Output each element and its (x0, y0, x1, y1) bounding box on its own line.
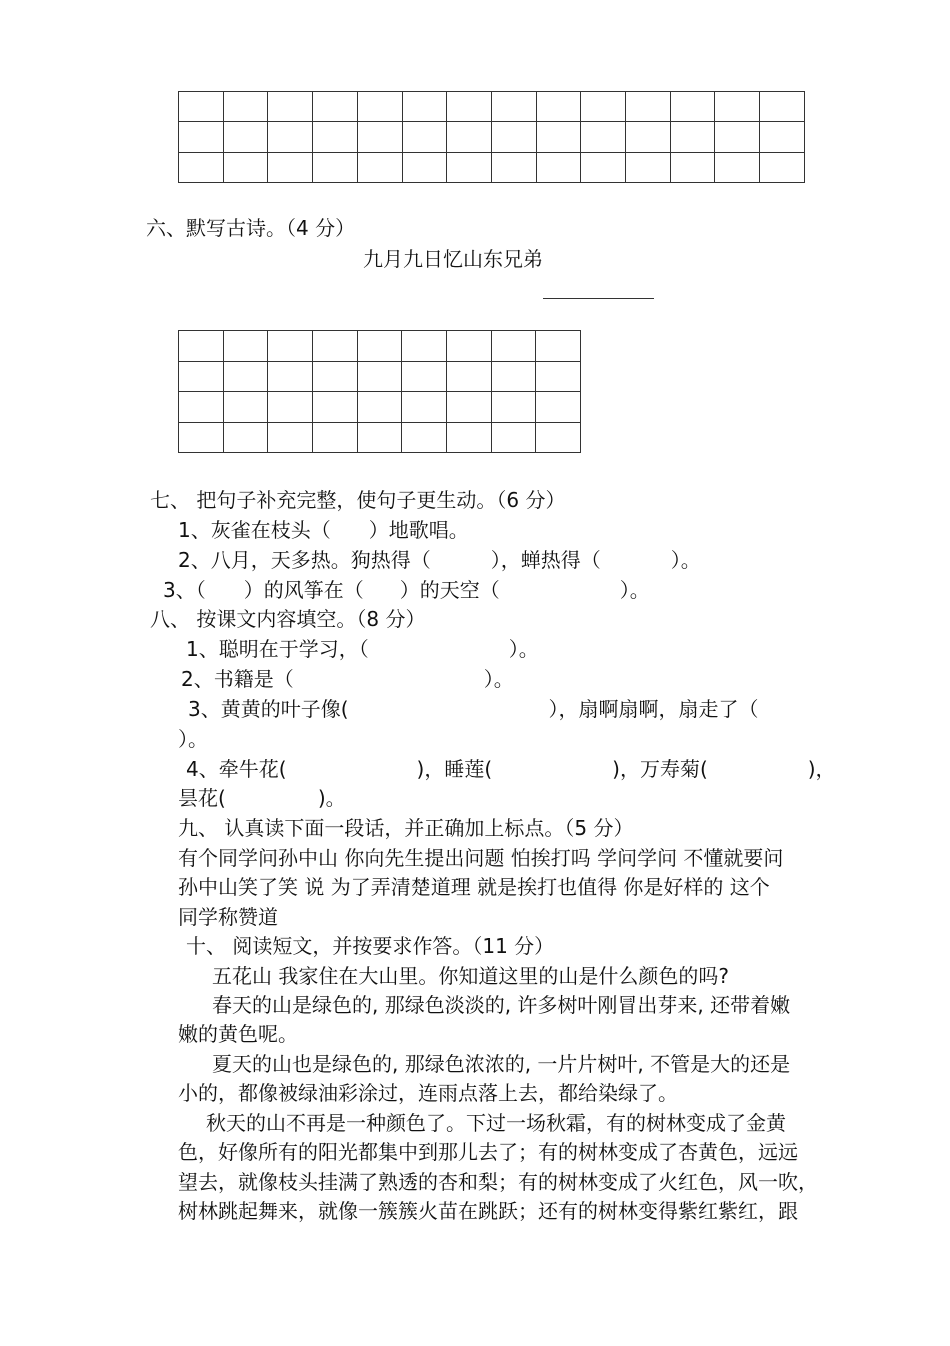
grid-cell[interactable] (581, 152, 626, 182)
grid-cell[interactable] (357, 122, 402, 152)
grid-cell[interactable] (179, 152, 224, 182)
grid-cell[interactable] (402, 92, 447, 122)
grid-cell[interactable] (447, 152, 492, 182)
passage-line: 夏天的山也是绿色的, 那绿色浓浓的, 一片片树叶, 不管是大的还是 (212, 1052, 791, 1076)
section-9-text-line: 孙中山笑了笑 说 为了弄清楚道理 就是挨打也值得 你是好样的 这个 (178, 875, 770, 899)
question-8-4-end: 昙花( )。 (178, 786, 346, 810)
question-8-1: 1、聪明在于学习，（ ）。 (186, 637, 539, 661)
passage-line: 春天的山是绿色的, 那绿色淡淡的, 许多树叶刚冒出芽来, 还带着嫩 (212, 993, 791, 1017)
grid-cell[interactable] (402, 422, 447, 453)
passage-line: 树林跳起舞来，就像一簇簇火苗在跳跃；还有的树林变得紫红紫红，跟 (178, 1199, 798, 1223)
question-8-3: 3、黄黄的叶子像( ），扇啊扇啊，扇走了（ (188, 697, 759, 721)
grid-cell[interactable] (491, 392, 536, 423)
section-9-text-line: 同学称赞道 (178, 905, 278, 929)
grid-cell[interactable] (402, 361, 447, 392)
grid-cell[interactable] (268, 92, 313, 122)
grid-cell[interactable] (268, 122, 313, 152)
poem-title: 九月九日忆山东兄弟 (363, 247, 543, 271)
question-7-2: 2、八月，天多热。狗热得（ ），蝉热得（ ）。 (178, 548, 701, 572)
grid-cell[interactable] (491, 422, 536, 453)
grid-cell[interactable] (536, 331, 581, 362)
grid-cell[interactable] (491, 122, 536, 152)
passage-line: 色，好像所有的阳光都集中到那儿去了；有的树林变成了杏黄色，远远 (178, 1140, 798, 1164)
question-8-3-end: ）。 (178, 727, 208, 751)
grid-row (179, 361, 581, 392)
writing-grid-poem (178, 330, 581, 453)
passage-line: 望去，就像枝头挂满了熟透的杏和梨；有的树林变成了火红色，风一吹， (178, 1170, 818, 1194)
grid-cell[interactable] (268, 152, 313, 182)
grid-cell[interactable] (715, 152, 760, 182)
grid-cell[interactable] (357, 422, 402, 453)
grid-cell[interactable] (715, 92, 760, 122)
grid-cell[interactable] (536, 152, 581, 182)
grid-cell[interactable] (491, 361, 536, 392)
grid-cell[interactable] (357, 392, 402, 423)
grid-cell[interactable] (447, 92, 492, 122)
grid-cell[interactable] (626, 122, 671, 152)
passage-line: 秋天的山不再是一种颜色了。下过一场秋霜，有的树林变成了金黄 (206, 1111, 786, 1135)
question-8-2: 2、书籍是（ ）。 (181, 667, 514, 691)
grid-row (179, 331, 581, 362)
grid-cell[interactable] (446, 331, 491, 362)
grid-cell[interactable] (402, 122, 447, 152)
grid-cell[interactable] (760, 122, 805, 152)
passage-line: 嫩的黄色呢。 (178, 1022, 298, 1046)
grid-cell[interactable] (536, 361, 581, 392)
author-blank-line (543, 298, 654, 299)
grid-row (179, 422, 581, 453)
grid-cell[interactable] (491, 152, 536, 182)
grid-cell[interactable] (446, 361, 491, 392)
grid-cell[interactable] (312, 361, 357, 392)
grid-cell[interactable] (179, 92, 224, 122)
grid-row (179, 92, 805, 122)
grid-cell[interactable] (581, 122, 626, 152)
grid-cell[interactable] (447, 122, 492, 152)
grid-cell[interactable] (670, 152, 715, 182)
grid-cell[interactable] (536, 422, 581, 453)
grid-cell[interactable] (223, 92, 268, 122)
section-6-heading: 六、默写古诗。（4 分） (146, 216, 356, 240)
grid-cell[interactable] (223, 361, 268, 392)
grid-cell[interactable] (446, 392, 491, 423)
grid-cell[interactable] (536, 92, 581, 122)
grid-cell[interactable] (179, 392, 224, 423)
grid-cell[interactable] (715, 122, 760, 152)
passage-line: 小的，都像被绿油彩涂过，连雨点落上去，都给染绿了。 (178, 1081, 678, 1105)
grid-cell[interactable] (402, 152, 447, 182)
grid-cell[interactable] (670, 122, 715, 152)
grid-cell[interactable] (760, 92, 805, 122)
grid-cell[interactable] (446, 422, 491, 453)
passage-line: 五花山 我家住在大山里。你知道这里的山是什么颜色的吗? (212, 964, 729, 988)
grid-cell[interactable] (313, 152, 358, 182)
grid-row (179, 392, 581, 423)
grid-cell[interactable] (402, 331, 447, 362)
grid-cell[interactable] (760, 152, 805, 182)
grid-cell[interactable] (223, 392, 268, 423)
grid-cell[interactable] (312, 392, 357, 423)
grid-cell[interactable] (223, 122, 268, 152)
grid-cell[interactable] (312, 331, 357, 362)
grid-cell[interactable] (626, 152, 671, 182)
section-10-heading: 十、 阅读短文，并按要求作答。（11 分） (186, 934, 555, 958)
grid-cell[interactable] (179, 361, 224, 392)
grid-cell[interactable] (179, 122, 224, 152)
grid-cell[interactable] (313, 122, 358, 152)
grid-cell[interactable] (357, 92, 402, 122)
question-8-4: 4、牵牛花( )，睡莲( )，万寿菊( )， (186, 757, 836, 781)
grid-cell[interactable] (626, 92, 671, 122)
grid-cell[interactable] (581, 92, 626, 122)
grid-cell[interactable] (223, 331, 268, 362)
section-9-text-line: 有个同学问孙中山 你向先生提出问题 怕挨打吗 学问学问 不懂就要问 (178, 846, 784, 870)
grid-cell[interactable] (268, 392, 313, 423)
writing-grid-top (178, 91, 805, 183)
question-7-1: 1、灰雀在枝头（ ）地歌唱。 (178, 518, 469, 542)
grid-cell[interactable] (402, 392, 447, 423)
grid-cell[interactable] (536, 392, 581, 423)
grid-row (179, 152, 805, 182)
grid-cell[interactable] (536, 122, 581, 152)
section-9-heading: 九、 认真读下面一段话，并正确加上标点。（5 分） (178, 816, 634, 840)
grid-cell[interactable] (357, 152, 402, 182)
grid-cell[interactable] (313, 92, 358, 122)
section-7-heading: 七、 把句子补充完整，使句子更生动。（6 分） (150, 488, 566, 512)
grid-cell[interactable] (179, 422, 224, 453)
grid-cell[interactable] (357, 361, 402, 392)
grid-cell[interactable] (312, 422, 357, 453)
grid-cell[interactable] (223, 422, 268, 453)
grid-cell[interactable] (268, 331, 313, 362)
grid-row (179, 122, 805, 152)
grid-cell[interactable] (179, 331, 224, 362)
section-8-heading: 八、 按课文内容填空。（8 分） (150, 607, 426, 631)
question-7-3: 3、（ ）的风筝在（ ）的天空（ ）。 (163, 578, 650, 602)
grid-cell[interactable] (223, 152, 268, 182)
grid-cell[interactable] (491, 331, 536, 362)
grid-cell[interactable] (491, 92, 536, 122)
grid-cell[interactable] (357, 331, 402, 362)
grid-cell[interactable] (268, 361, 313, 392)
grid-cell[interactable] (670, 92, 715, 122)
grid-cell[interactable] (268, 422, 313, 453)
